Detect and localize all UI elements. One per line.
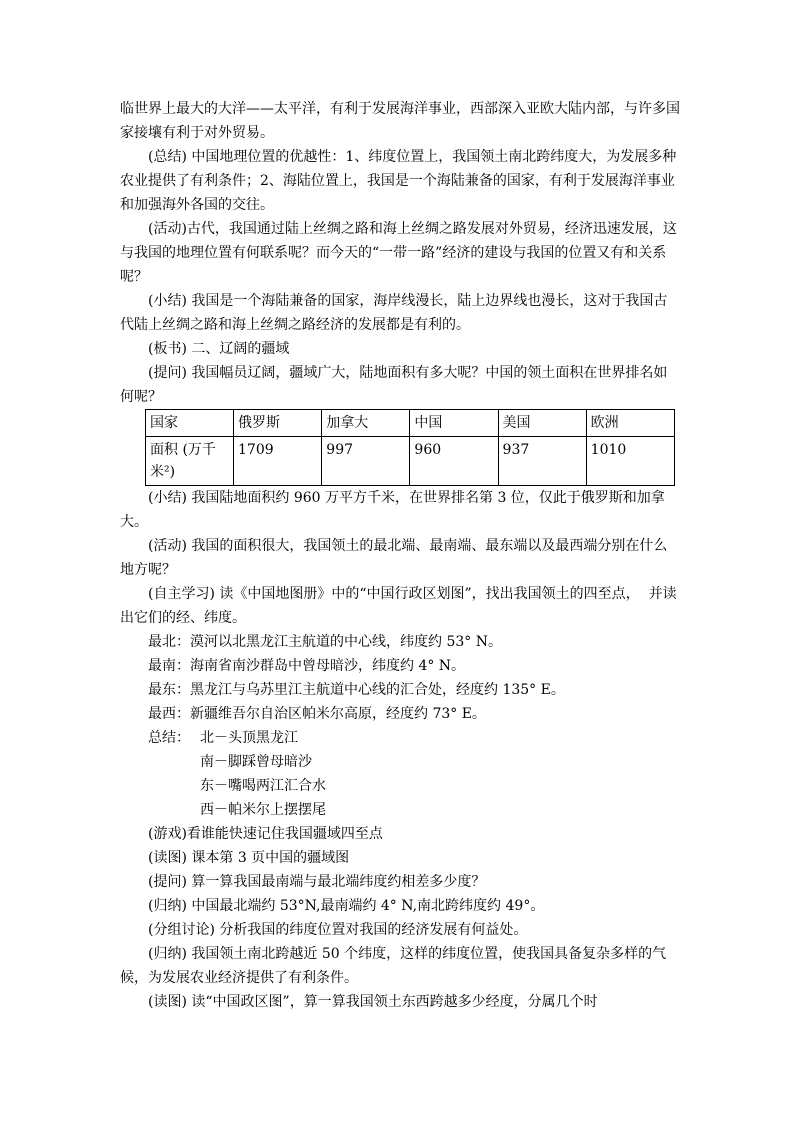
paragraph-activity-extremes: (活动) 我国的面积很大，我国领土的最北端、最南端、最东端以及最西端分别在什么地方呢？ [120, 538, 668, 578]
summary-block [120, 726, 680, 822]
paragraph-board-heading: (板书) 二、辽阔的疆域 [148, 341, 290, 357]
paragraph-read-map: (读图) 课本第 3 页中国的疆域图 [148, 850, 350, 866]
table-cell: 美国 [498, 410, 586, 437]
extreme-east: 最东：黑龙江与乌苏里江主航道中心线的汇合处，经度约 135° E。 [148, 682, 565, 698]
area-table [145, 409, 675, 486]
extreme-west: 最西：新疆维吾尔自治区帕米尔高原，经度约 73° E。 [148, 706, 486, 722]
summary-west: 西－帕米尔上摆摆尾 [200, 802, 326, 818]
document-page [120, 97, 680, 1014]
table-cell: 1010 [586, 437, 674, 486]
table-cell: 中国 [410, 410, 498, 437]
paragraph-pacific: 临世界上最大的大洋——太平洋，有利于发展海洋事业，西部深入亚欧大陆内部，与许多国家接壤有利于对外贸易。 [120, 101, 680, 141]
table-cell: 960 [410, 437, 498, 486]
table-cell: 1709 [234, 437, 322, 486]
paragraph-self-study: (自主学习) 读《中国地图册》中的“中国行政区划图”，找出我国领土的四至点， 并读出它们的经、纬度。 [120, 586, 677, 626]
table-cell: 俄罗斯 [234, 410, 322, 437]
paragraph-summary-location: (总结) 中国地理位置的优越性：1、纬度位置上，我国领土南北跨纬度大，为发展多种农业提供了有利条件；2、海陆位置上，我国是一个海陆兼备的国家，有利于发展海洋事业和加强海外各国的交往。 [120, 149, 677, 213]
paragraph-question-area: (提问) 我国幅员辽阔，疆域广大，陆地面积有多大呢？中国的领土面积在世界排名如何呢？ [120, 365, 668, 405]
table-header-row [146, 410, 675, 437]
paragraph-read-political-map: (读图) 读“中国政区图”，算一算我国领土东西跨越多少经度，分属几个时 [148, 994, 598, 1010]
paragraph-question-latitude: (提问) 算一算我国最南端与最北端纬度约相差多少度？ [148, 874, 486, 890]
table-cell: 937 [498, 437, 586, 486]
table-cell: 国家 [146, 410, 234, 437]
paragraph-area-conclusion: (小结) 我国陆地面积约 960 万平方千米，在世界排名第 3 位，仅此于俄罗斯和加拿大。 [120, 490, 665, 530]
table-cell: 欧洲 [586, 410, 674, 437]
table-cell: 997 [322, 437, 410, 486]
summary-label: 总结： [148, 730, 190, 746]
table-cell: 加拿大 [322, 410, 410, 437]
paragraph-conclusion-coast: (小结) 我国是一个海陆兼备的国家，海岸线漫长，陆上边界线也漫长，这对于我国古代陆上丝绸之路和海上丝绸之路经济的发展都是有利的。 [120, 293, 668, 333]
paragraph-induction-climate: (归纳) 我国领土南北跨越近 50 个纬度，这样的纬度位置，使我国具备复杂多样的气候，为发展农业经济提供了有利条件。 [120, 946, 667, 986]
extreme-north: 最北：漠河以北黑龙江主航道的中心线，纬度约 53° N。 [148, 634, 502, 650]
summary-east: 东－嘴喝两江汇合水 [200, 778, 326, 794]
table-cell: 面积 (万千米²) [146, 437, 234, 486]
paragraph-group-discussion: (分组讨论) 分析我国的纬度位置对我国的经济发展有何益处。 [148, 922, 528, 938]
extreme-south: 最南：海南省南沙群岛中曾母暗沙，纬度约 4° N。 [148, 658, 466, 674]
table-row [146, 437, 675, 486]
paragraph-activity-silk-road: (活动)古代，我国通过陆上丝绸之路和海上丝绸之路发展对外贸易，经济迅速发展，这与我国的地理位置有何联系呢？而今天的“一带一路”经济的建设与我国的位置又有和关系呢？ [120, 221, 677, 285]
paragraph-game: (游戏)看谁能快速记住我国疆域四至点 [148, 826, 383, 842]
summary-south: 南－脚踩曾母暗沙 [200, 754, 312, 770]
paragraph-induction-latitude: (归纳) 中国最北端约 53°N,最南端约 4° N,南北跨纬度约 49°。 [148, 898, 545, 914]
summary-north: 北－头顶黑龙江 [200, 730, 298, 746]
